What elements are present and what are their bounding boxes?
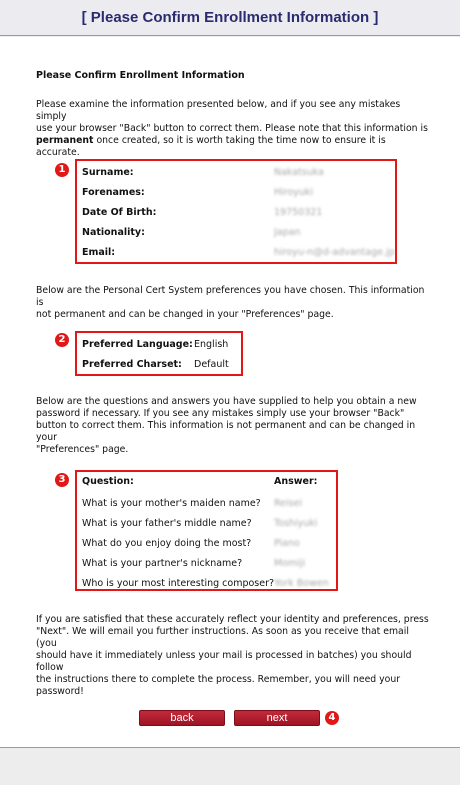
next-button[interactable]: next [234,710,320,726]
permanent-emphasis: permanent [36,135,94,146]
annotation-marker-4: 4 [325,711,339,725]
personal-info-box [75,159,397,264]
dob-value: 19750321 [274,207,323,218]
annotation-marker-2: 2 [55,333,69,347]
forenames-label: Forenames: [82,187,145,198]
annotation-marker-3: 3 [55,473,69,487]
intro-line-rest: once created, so it is worth taking the time now to ensure it is accurate. [36,135,386,158]
answer-text: Momiji [274,558,306,569]
intro-line: use your browser "Back" button to correct them. Please note that this information is [36,123,428,134]
final-line: the instructions there to complete the process. Remember, you will need your [36,674,401,685]
final-line: should have it immediately unless your mail is processed in batches) you should follow [36,650,412,673]
answer-text: Reisei [274,498,303,509]
qa-line: "Preferences" page. [36,444,129,455]
section-title: Please Confirm Enrollment Information [36,70,245,81]
question-text: What do you enjoy doing the most? [82,538,252,549]
final-paragraph [36,614,430,698]
preferred-language-label: Preferred Language: [82,339,193,350]
answer-text: York Bowen [274,578,329,589]
final-line: password! [36,686,84,697]
question-text: What is your partner's nickname? [82,558,243,569]
qa-line: Below are the questions and answers you have supplied to help you obtain a new [36,396,417,407]
answer-text: Piano [274,538,300,549]
prefs-paragraph [36,285,430,321]
page-header [0,0,460,36]
preferred-charset-label: Preferred Charset: [82,359,182,370]
prefs-line: not permanent and can be changed in your "Preferences" page. [36,309,334,320]
answer-header: Answer: [274,476,318,487]
final-line: If you are satisfied that these accurately reflect your identity and preferences, press [36,614,429,625]
preferred-language-value: English [194,339,229,350]
answer-text: Toshiyuki [274,518,318,529]
question-text: What is your father's middle name? [82,518,252,529]
preferred-charset-value: Default [194,359,229,370]
footer-divider [0,747,460,748]
security-questions-box [75,470,338,591]
email-value: hiroyu-n@d-advantage.jp [274,247,395,258]
surname-label: Surname: [82,167,134,178]
preferences-box [75,331,243,376]
page-title: [ Please Confirm Enrollment Information ] [81,9,379,26]
dob-label: Date Of Birth: [82,207,157,218]
qa-line: button to correct them. This information is not permanent and can be changed in your [36,420,416,443]
intro-line [36,135,430,159]
forenames-value: Hiroyuki [274,187,314,198]
content-area [0,37,460,747]
qa-paragraph [36,396,430,456]
nationality-value: Japan [274,227,301,238]
prefs-line: Below are the Personal Cert System preferences you have chosen. This information is [36,285,425,308]
final-line: "Next". We will email you further instructions. As soon as you receive that email (you [36,626,409,649]
qa-line: password if necessary. If you see any mistakes simply use your browser "Back" [36,408,405,419]
surname-value: Nakatsuka [274,167,324,178]
email-label: Email: [82,247,116,258]
question-text: Who is your most interesting composer? [82,578,275,589]
question-text: What is your mother's maiden name? [82,498,261,509]
nationality-label: Nationality: [82,227,145,238]
back-button[interactable]: back [139,710,225,726]
question-header: Question: [82,476,134,487]
intro-paragraph [36,99,430,159]
intro-line: Please examine the information presented below, and if you see any mistakes simply [36,99,401,122]
annotation-marker-1: 1 [55,163,69,177]
